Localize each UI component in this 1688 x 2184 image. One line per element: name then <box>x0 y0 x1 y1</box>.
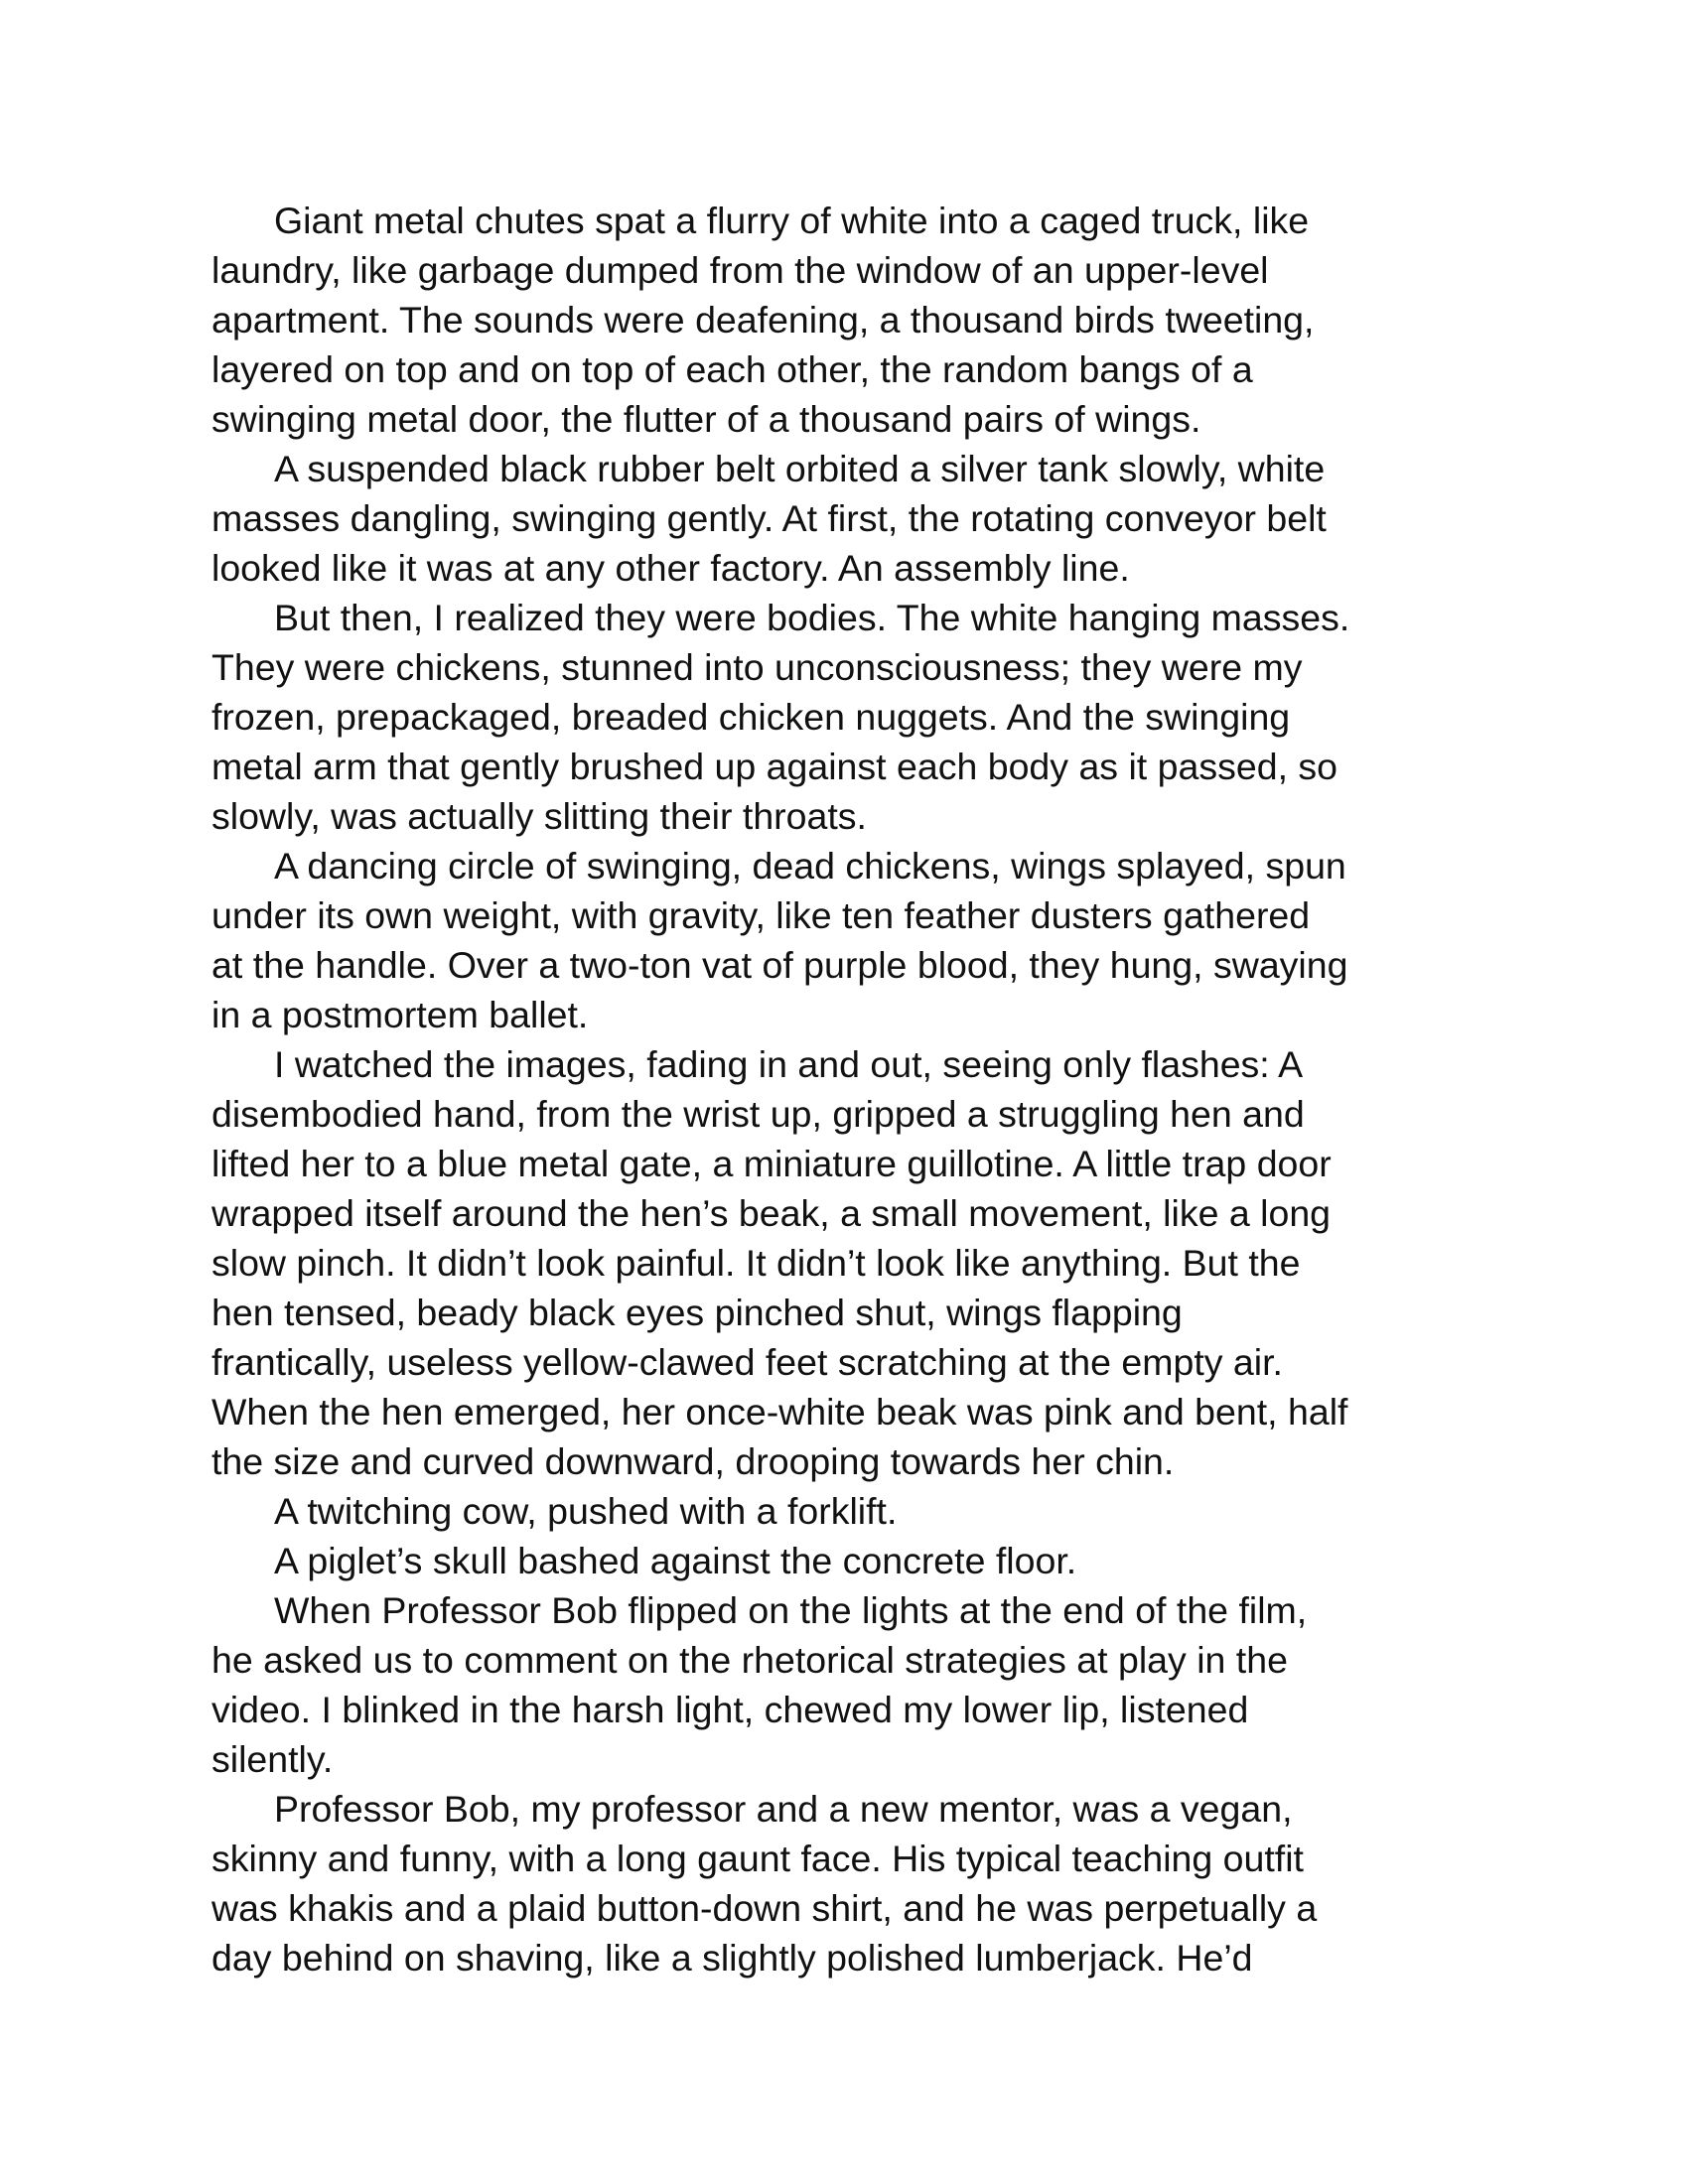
document-body <box>211 196 1492 1982</box>
paragraph-professor-bob: Professor Bob, my professor and a new mentor, was a vegan, skinny and funny, with a long gaunt face. His typical teaching outfit was khakis and a plaid button-down shirt, and he was perpetually a day behind on shaving, like a slightly polished lumberjack. He’d <box>211 1788 1318 1979</box>
paragraph-piglet: A piglet’s skull bashed against the concrete floor. <box>274 1540 1077 1581</box>
paragraph-conveyor-belt: A suspended black rubber belt orbited a silver tank slowly, white masses dangling, swinging gently. At first, the rotating conveyor belt looked like it was at any other factory. An assembly line. <box>211 448 1327 589</box>
paragraph-realization: But then, I realized they were bodies. The white hanging masses. They were chickens, stunned into unconsciousness; they were my frozen, prepackaged, breaded chicken nuggets. And the swinging metal arm that gently brushed up against each body as it passed, so slowly, was actually slitting their throats. <box>211 597 1350 837</box>
paragraph-chutes: Giant metal chutes spat a flurry of white into a caged truck, like laundry, like garbage dumped from the window of an upper-level apartment. The sounds were deafening, a thousand birds tweeting, layered on top and on top of each other, the random bangs of a swinging metal door, the flutter of a thousand pairs of wings. <box>211 200 1315 440</box>
paragraph-cow: A twitching cow, pushed with a forklift. <box>274 1490 898 1532</box>
paragraph-dancing-circle: A dancing circle of swinging, dead chickens, wings splayed, spun under its own weight, with gravity, like ten feather dusters gathered at the handle. Over a two-ton vat of purple blood, they hung, swaying in a postmortem ballet. <box>211 845 1348 1035</box>
paragraph-lights: When Professor Bob flipped on the lights at the end of the film, he asked us to comment on the rhetorical strategies at play in the video. I blinked in the harsh light, chewed my lower lip, listened silently. <box>211 1589 1308 1780</box>
paragraph-flashes: I watched the images, fading in and out, seeing only flashes: A disembodied hand, from the wrist up, gripped a struggling hen and lifted her to a blue metal gate, a miniature guillotine. A little trap door wrapped itself around the hen’s beak, a small movement, like a long slow pinch. It didn’t look painful. It didn’t look like anything. But the hen tensed, beady black eyes pinched shut, wings flapping frantically, useless yellow-clawed feet scratching at the empty air. When the hen emerged, her once-white beak was pink and bent, half the size and curved downward, drooping towards her chin. <box>211 1043 1348 1482</box>
